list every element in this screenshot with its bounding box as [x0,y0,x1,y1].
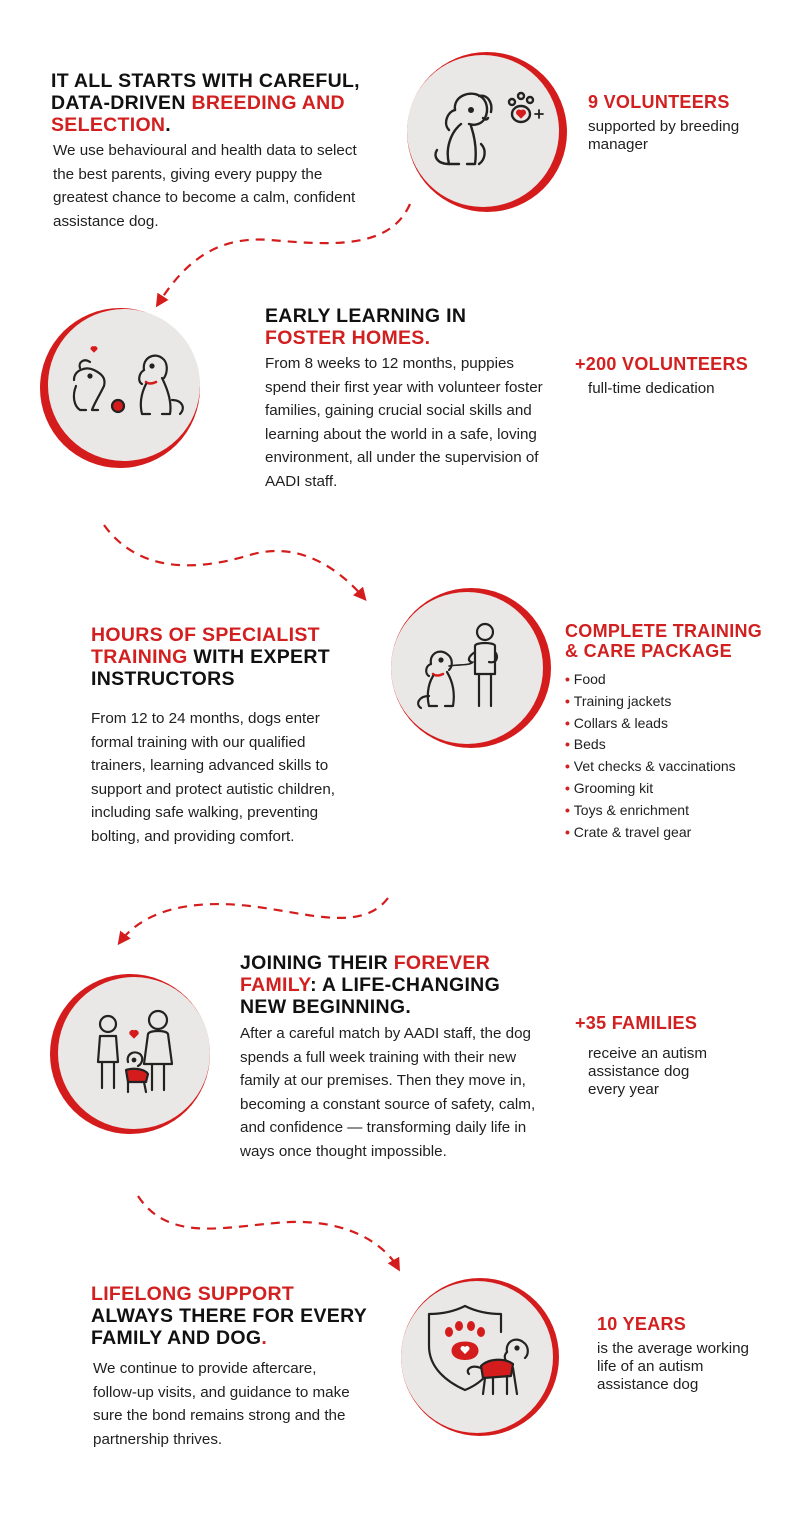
package-item: • Food [565,669,736,691]
step-3-heading-part: WITH EXPERT INSTRUCTORS [91,646,330,690]
step-4-body: After a careful match by AADI staff, the dog spends a full week training with their new family at our premises. Then they move in, becoming a constant source of safety, calm, and confidence — transforming daily life in ways once thought impossible. [240,1025,536,1160]
step-1-stat-title: 9 VOLUNTEERS [588,92,730,112]
step-4-heading-highlight: FOREVER FAMILY [240,952,491,996]
step-1-medallion [407,52,567,212]
step-3-heading [91,624,361,690]
package-item: • Beds [565,734,736,756]
step-4-medallion [50,974,210,1134]
step-2-heading-highlight: FOSTER HOMES. [265,327,431,349]
step-1-heading-part: IT ALL STARTS WITH CAREFUL, DATA-DRIVEN [51,70,360,114]
step-4-heading [240,952,540,1018]
step-4-heading-part: JOINING THEIR [240,952,394,974]
connector-3-4 [120,898,388,942]
step-1-heading [51,70,391,136]
trainer-with-dog-icon [413,622,513,712]
package-item: • Toys & enrichment [565,800,736,822]
step-4-stat-sub: receive an autism assistance dog every year [588,1045,708,1098]
connector-2-3 [104,525,364,598]
step-2-heading-part: EARLY LEARNING IN [265,305,467,327]
step-1-heading-highlight: BREEDING AND SELECTION [51,92,345,136]
step-1-body: We use behavioural and health data to select the best parents, giving every puppy the greatest chance to become a calm, confident assistance dog. [53,142,357,230]
two-puppies-ball-icon [68,346,193,426]
package-item: • Training jackets [565,691,736,713]
step-2-medallion [40,308,200,468]
step-3-stat-title: COMPLETE TRAINING & CARE PACKAGE [565,621,763,661]
step-2-stat-title: +200 VOLUNTEERS [575,354,749,374]
step-5-stat-sub: is the average working life of an autism assistance dog [597,1340,749,1393]
step-5-stat-title: 10 YEARS [597,1314,687,1334]
step-2-body: From 8 weeks to 12 months, puppies spend their first year with volunteer foster families, gaining crucial social skills and learning about the world in a safe, loving environment, all under the supervision of AADI staff. [265,355,543,490]
shield-paw-dog-icon [419,1302,539,1402]
step-2-stat-sub: full-time dedication [588,380,715,397]
step-5-heading [91,1283,381,1349]
care-package-list [565,669,736,843]
package-item: • Vet checks & vaccinations [565,756,736,778]
step-5-heading-highlight: LIFELONG SUPPORT [91,1283,295,1305]
step-4-heading-part: : A LIFE-CHANGING NEW BEGINNING. [240,974,501,1018]
step-5-heading-part: ALWAYS THERE FOR EVERY FAMILY AND DOG [91,1305,367,1349]
step-4-stat-title: +35 FAMILIES [575,1013,698,1033]
step-5-medallion [401,1278,559,1436]
step-3-medallion [391,588,551,748]
puppy-paw-heart-icon [425,80,545,180]
step-3-heading-highlight: HOURS OF SPECIALIST TRAINING [91,624,320,668]
step-5-heading-period: . [261,1327,268,1349]
step-3-body: From 12 to 24 months, dogs enter formal training with our qualified trainers, learning advanced skills to support and protect autistic children, including safe walking, preventing bolting, and providing comfort. [91,710,335,845]
package-item: • Crate & travel gear [565,822,736,844]
family-with-dog-icon [88,1008,188,1098]
package-item: • Collars & leads [565,713,736,735]
step-2-heading [265,305,565,349]
step-1-heading-part: . [165,114,172,136]
step-5-body: We continue to provide aftercare, follow-up visits, and guidance to make sure the bond remains strong and the partnership thrives. [93,1360,350,1448]
connector-4-5 [138,1196,398,1268]
package-item: • Grooming kit [565,778,736,800]
step-1-stat-sub: supported by breeding manager [588,118,740,153]
